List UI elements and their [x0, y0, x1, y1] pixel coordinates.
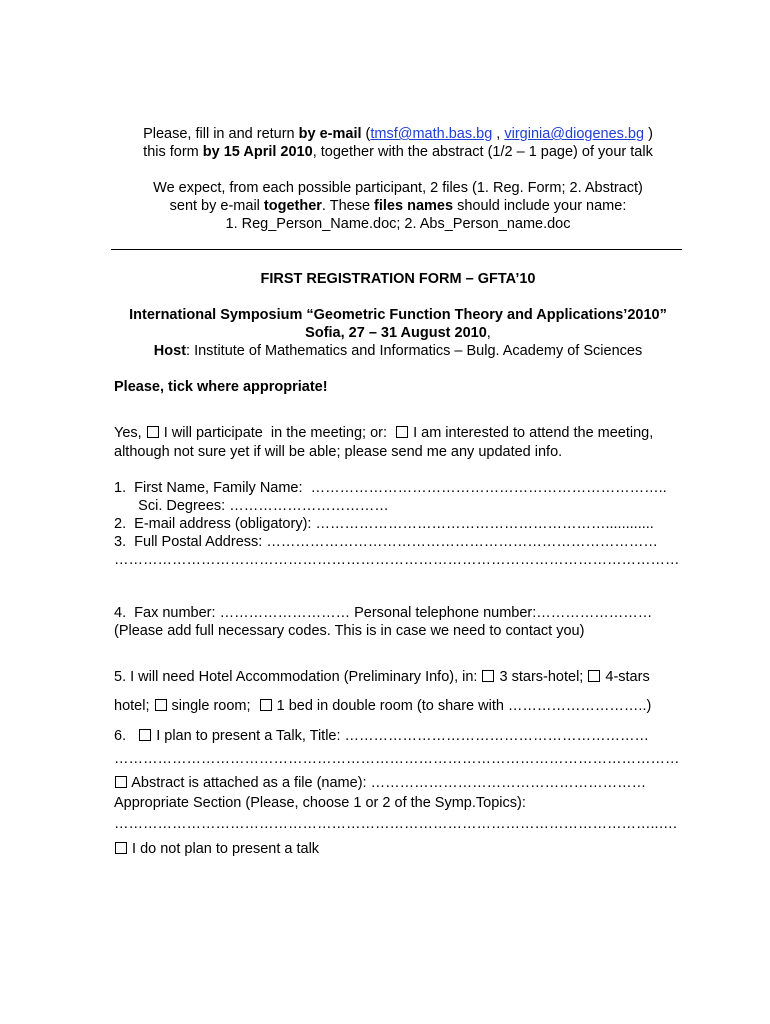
single-room-label: single room;: [167, 698, 259, 714]
deadline: by 15 April 2010: [202, 144, 313, 160]
three-stars-label: 3 stars-hotel;: [495, 669, 588, 685]
intro-text: should include your name:: [453, 198, 627, 214]
fax-phone-field[interactable]: 4. Fax number: ……………………… Personal telephone number:……………………: [114, 605, 653, 621]
event-date: Sofia, 27 – 31 August 2010: [305, 325, 487, 341]
intro-line-2: [0, 143, 770, 161]
participate-checkbox[interactable]: [147, 426, 159, 438]
postal-address-continued[interactable]: ………………………………………………………………………………………………………: [114, 552, 680, 568]
codes-note: (Please add full necessary codes. This is in case we need to contact you): [114, 623, 585, 639]
intro-emphasis: by e-mail: [298, 126, 362, 142]
double-room-checkbox[interactable]: [260, 699, 272, 711]
room-line: [114, 697, 651, 715]
four-stars-label: 4-stars: [601, 669, 650, 685]
email-field[interactable]: 2. E-mail address (obligatory): ……………………………………………………............: [114, 516, 654, 532]
talk-checkbox[interactable]: [139, 729, 151, 741]
form-title-text: FIRST REGISTRATION FORM – GFTA’10: [260, 271, 536, 287]
intro-text: sent by e-mail: [169, 198, 264, 214]
hotel-label: 5. I will need Hotel Accommodation (Preliminary Info), in:: [114, 669, 482, 685]
not-sure-line: although not sure yet if will be able; please send me any updated info.: [114, 444, 563, 460]
postal-address-field[interactable]: 3. Full Postal Address: ………………………………………………………………………: [114, 534, 658, 550]
hotel-line: [114, 668, 650, 686]
intro-text: , together with the abstract (1/2 – 1 page) of your talk: [312, 144, 653, 160]
no-talk-label: I do not plan to present a talk: [128, 841, 320, 857]
single-room-checkbox[interactable]: [155, 699, 167, 711]
participation-line: [114, 424, 653, 442]
tick-instruction: [114, 378, 328, 396]
host-label: Host: [153, 343, 187, 359]
no-talk-checkbox[interactable]: [115, 842, 127, 854]
name-field[interactable]: 1. First Name, Family Name: ………………………………………………………………..: [114, 480, 667, 496]
abstract-checkbox[interactable]: [115, 776, 127, 788]
interested-checkbox[interactable]: [396, 426, 408, 438]
section-field[interactable]: …………………………………………………………………………………………………..….: [114, 816, 678, 832]
section-label: Appropriate Section (Please, choose 1 or 2 of the Symp.Topics):: [114, 795, 526, 811]
symposium-name: Geometric Function Theory and Applications’2010”: [313, 307, 667, 323]
four-stars-checkbox[interactable]: [588, 670, 600, 682]
degrees-field[interactable]: Sci. Degrees: ……………………………: [114, 498, 389, 514]
abstract-field[interactable]: Abstract is attached as a file (name): …………………………………………………: [128, 775, 647, 791]
email-link-tmsf[interactable]: tmsf@math.bas.bg: [370, 126, 493, 142]
tick-instruction-text: Please, tick where appropriate!: [114, 379, 328, 395]
hotel-word: hotel;: [114, 698, 154, 714]
yes-label: Yes,: [114, 425, 146, 441]
intro-emphasis: files names: [374, 198, 454, 214]
form-title: [0, 270, 770, 288]
symposium-label: International Symposium “: [129, 307, 314, 323]
intro-line-1: [0, 125, 770, 143]
host-text: : Institute of Mathematics and Informatics – Bulg. Academy of Sciences: [186, 343, 643, 359]
host-line: [0, 342, 770, 360]
talk-number: 6.: [114, 728, 139, 744]
talk-title-field[interactable]: I plan to present a Talk, Title: ………………………………………………………: [152, 728, 650, 744]
intro-text: ,: [492, 126, 505, 142]
intro-text: . These: [321, 198, 375, 214]
intro-line-4: [0, 197, 770, 215]
intro-text: ): [644, 126, 653, 142]
intro-text: (: [361, 126, 371, 142]
date-line: [0, 324, 770, 342]
talk-title-continued[interactable]: ………………………………………………………………………………………………………: [114, 751, 680, 767]
intro-emphasis: together: [263, 198, 322, 214]
email-link-virginia[interactable]: virginia@diogenes.bg: [504, 126, 645, 142]
interested-label: I am interested to attend the meeting,: [409, 425, 654, 441]
double-room-label: 1 bed in double room (to share with ………………………..): [272, 698, 652, 714]
talk-line: [114, 727, 649, 745]
symposium-line: [0, 306, 770, 324]
intro-line-5: 1. Reg_Person_Name.doc; 2. Abs_Person_name.doc: [225, 216, 571, 232]
no-talk-line: [114, 840, 319, 858]
intro-text: this form: [143, 144, 203, 160]
date-comma: ,: [486, 325, 491, 341]
three-stars-checkbox[interactable]: [482, 670, 494, 682]
abstract-line: [114, 774, 646, 792]
intro-text: Please, fill in and return: [143, 126, 299, 142]
divider: [111, 249, 682, 250]
participate-label: I will participate in the meeting; or:: [159, 425, 396, 441]
intro-line-3: We expect, from each possible participant, 2 files (1. Reg. Form; 2. Abstract): [153, 180, 643, 196]
